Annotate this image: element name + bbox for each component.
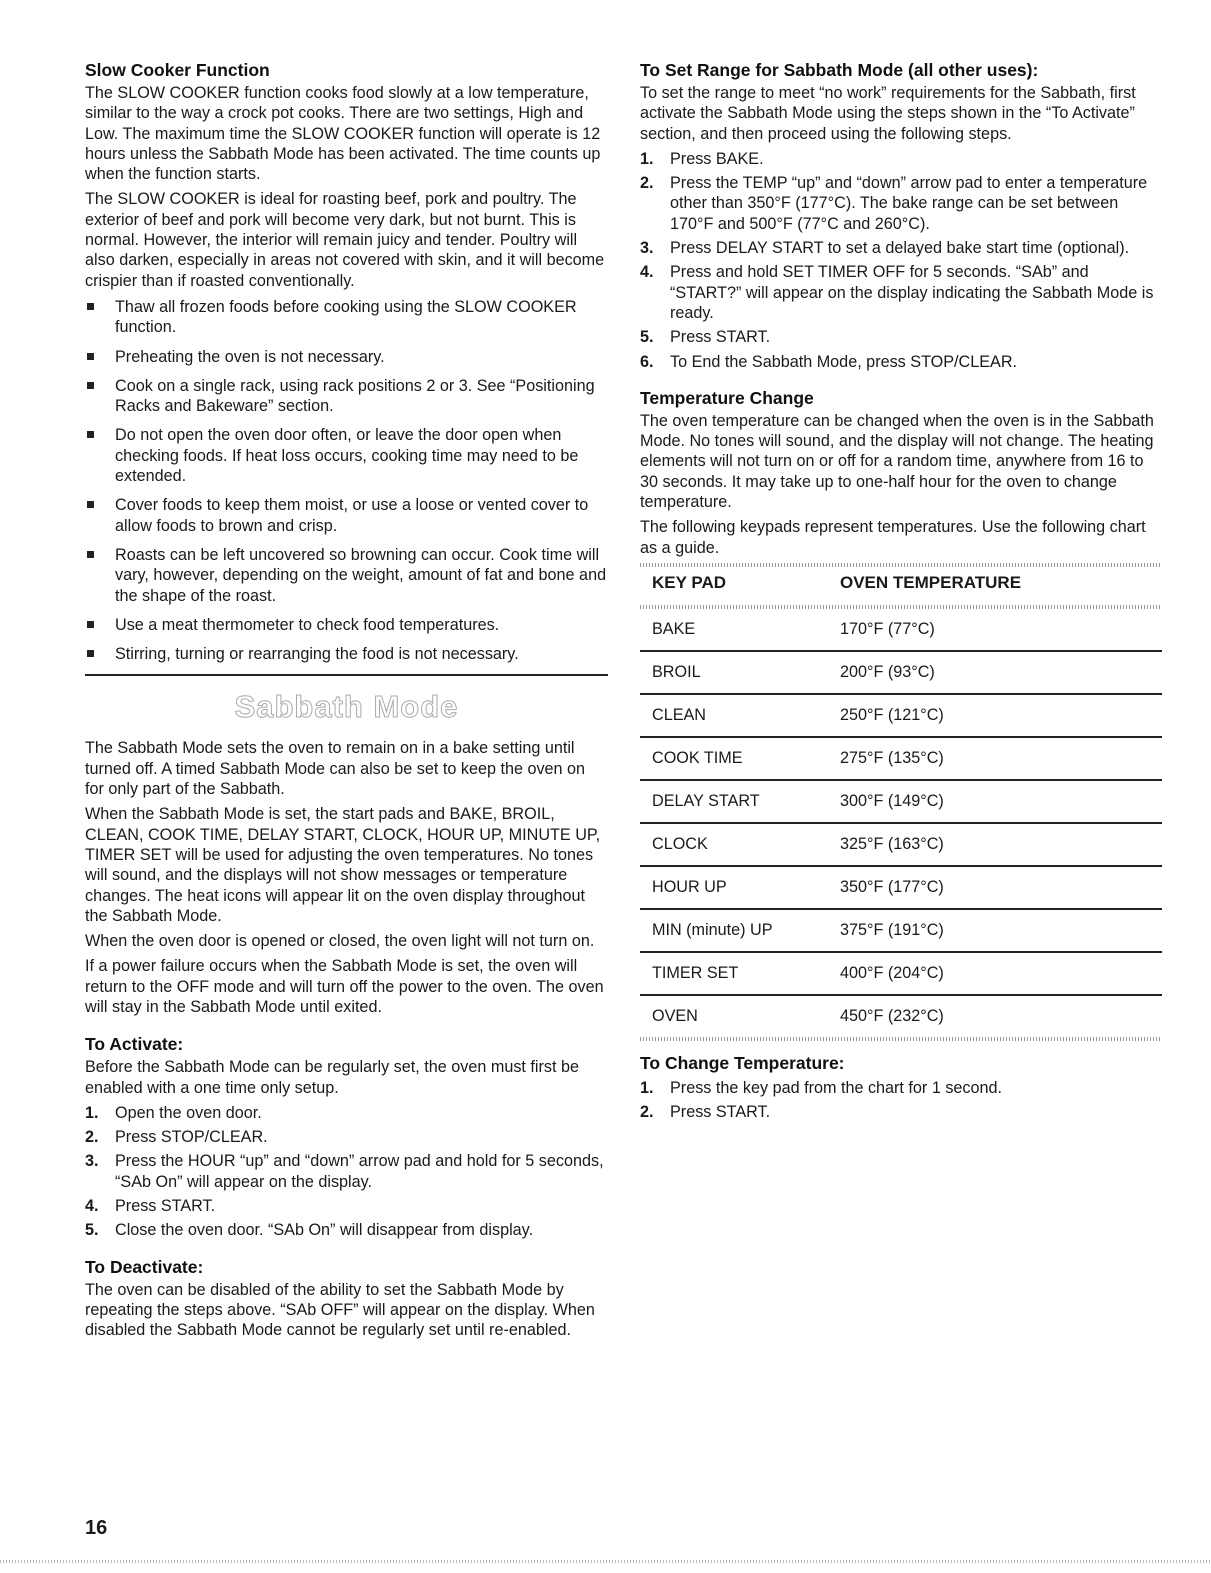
list-item [640,1102,1162,1122]
step-number: 2. [85,1128,99,1147]
temperature-cell: 275°F (135°C) [828,737,1162,780]
right-column [640,60,1162,1127]
keypad-cell: COOK TIME [640,737,828,780]
keypad-temperature-table [640,567,1162,1037]
list-item: Use a meat thermometer to check food temperatures. [85,615,608,635]
change-temperature-steps [640,1078,1162,1123]
set-range-intro: To set the range to meet “no work” requirements for the Sabbath, first activate the Sabbath Mode using the steps shown in the “To Activate” section, and then proceed using the following steps. [640,84,1136,143]
temperature-cell: 350°F (177°C) [828,866,1162,909]
table-row [640,651,1162,694]
list-item: Do not open the oven door often, or leave the door open when checking foods. If heat loss occurs, cooking time may need to be extended. [85,425,608,486]
change-temperature-heading: To Change Temperature: [640,1052,845,1073]
slow-cooker-heading: Slow Cooker Function [85,60,270,80]
column-header-keypad: KEY PAD [652,572,727,592]
temperature-cell: 300°F (149°C) [828,780,1162,823]
temperature-change-heading: Temperature Change [640,387,814,408]
step-number: 2. [640,174,654,193]
list-item [85,1127,608,1147]
table-row [640,995,1162,1037]
list-item [640,149,1162,169]
page-bottom-border [0,1560,1211,1563]
temperature-cell: 250°F (121°C) [828,694,1162,737]
deactivate-text: The oven can be disabled of the ability to set the Sabbath Mode by repeating the steps above. “SAb OFF” will appear on the display. When disabled the Sabbath Mode cannot be regularly set until re-enabled. [85,1280,595,1340]
table-row [640,952,1162,995]
step-number: 1. [640,1078,654,1097]
keypad-cell: CLOCK [640,823,828,866]
step-text: Press the key pad from the chart for 1 second. [670,1078,1003,1097]
list-item [640,327,1162,347]
activate-intro: Before the Sabbath Mode can be regularly set, the oven must first be enabled with a one time only setup. [85,1058,580,1097]
step-number: 4. [640,263,654,282]
keypad-cell: HOUR UP [640,866,828,909]
table-row [640,609,1162,651]
step-text: Press the HOUR “up” and “down” arrow pad and hold for 5 seconds, “SAb On” will appear on the display. [115,1152,604,1191]
step-number: 5. [85,1221,99,1240]
step-text: Press and hold SET TIMER OFF for 5 seconds. “SAb” and “START?” will appear on the display indicating the Sabbath Mode is ready. [670,263,1154,322]
step-text: Press START. [670,328,771,347]
list-item: Stirring, turning or rearranging the food is not necessary. [85,644,608,664]
step-number: 3. [640,239,654,258]
slow-cooker-paragraph: The SLOW COOKER function cooks food slowly at a low temperature, similar to the way a crock pot cooks. There are two settings, High and Low. The maximum time the SLOW COOKER function will operate is 12 hours unless the Sabbath Mode has been activated. The time counts up when the function starts. [85,84,601,184]
step-number: 6. [640,352,654,371]
activate-steps [85,1103,608,1241]
sabbath-paragraph: If a power failure occurs when the Sabbath Mode is set, the oven will return to the OFF mode and will turn off the power to the oven. The oven will stay in the Sabbath Mode until exited. [85,957,604,1016]
list-item: Roasts can be left uncovered so browning can occur. Cook time will vary, however, depending on the weight, amount of fat and bone and the shape of the roast. [85,545,608,606]
temperature-change-paragraph: The oven temperature can be changed when the oven is in the Sabbath Mode. No tones will sound, and the display will not change. The heating elements will not turn on or off for a random time, anywhere from 16 to 30 seconds. It may take up to one-half hour for the oven to change temperature. [640,411,1154,512]
step-text: Close the oven door. “SAb On” will disappear from display. [115,1221,534,1240]
list-item [85,1220,608,1240]
step-text: Press STOP/CLEAR. [115,1128,268,1147]
step-text: Press DELAY START to set a delayed bake start time (optional). [670,239,1130,258]
list-item [85,1196,608,1216]
set-range-heading: To Set Range for Sabbath Mode (all other uses): [640,60,1039,80]
set-range-steps [640,149,1162,372]
list-item [640,238,1162,258]
list-item: Preheating the oven is not necessary. [85,347,608,367]
sabbath-paragraph: The Sabbath Mode sets the oven to remain on in a bake setting until turned off. A timed Sabbath Mode can also be set to keep the oven on for only part of the Sabbath. [85,739,586,799]
list-item: Thaw all frozen foods before cooking using the SLOW COOKER function. [85,297,608,338]
step-text: Press BAKE. [670,149,764,168]
slow-cooker-tips [85,297,608,664]
sabbath-paragraph: When the oven door is opened or closed, the oven light will not turn on. [85,932,595,951]
temperature-cell: 170°F (77°C) [828,609,1162,651]
section-divider [85,674,608,676]
table-row [640,737,1162,780]
list-item [85,1103,608,1123]
keypad-cell: TIMER SET [640,952,828,995]
keypad-cell: MIN (minute) UP [640,909,828,952]
list-item: Cover foods to keep them moist, or use a loose or vented cover to allow foods to brown and crisp. [85,495,608,536]
step-text: Press START. [115,1197,216,1216]
step-number: 3. [85,1152,99,1171]
table-row [640,866,1162,909]
temperature-cell: 400°F (204°C) [828,952,1162,995]
keypad-cell: BAKE [640,609,828,651]
list-item [640,173,1162,234]
table-row [640,694,1162,737]
list-item [85,1151,608,1192]
page-number: 16 [85,1517,108,1539]
temperature-cell: 325°F (163°C) [828,823,1162,866]
keypad-cell: BROIL [640,651,828,694]
deactivate-heading: To Deactivate: [85,1256,204,1277]
left-column [85,60,608,1346]
step-text: Press START. [670,1103,771,1122]
temperature-cell: 450°F (232°C) [840,1007,944,1026]
keypad-cell: CLEAN [640,694,828,737]
table-header-row [640,567,1162,605]
keypad-cell: DELAY START [640,780,828,823]
step-number: 1. [85,1103,99,1122]
step-text: To End the Sabbath Mode, press STOP/CLEAR. [670,352,1018,371]
temperature-cell: 375°F (191°C) [828,909,1162,952]
activate-heading: To Activate: [85,1034,184,1055]
list-item: Cook on a single rack, using rack positions 2 or 3. See “Positioning Racks and Bakeware” section. [85,376,608,417]
slow-cooker-paragraph: The SLOW COOKER is ideal for roasting beef, pork and poultry. The exterior of beef and pork will become very dark, but not burnt. This is normal. However, the interior will remain juicy and tender. Poultry will also darken, especially in areas not covered with skin, and it will become crispier than if roasted conventionally. [85,190,605,290]
list-item [640,262,1162,323]
sabbath-mode-title: Sabbath Mode [234,689,459,725]
step-text: Press the TEMP “up” and “down” arrow pad to enter a temperature other than 350°F (177°C). The bake range can be set between 170°F and 500°F (77°C and 260°C). [670,174,1148,233]
keypad-cell: OVEN [652,1007,698,1026]
table-row [640,823,1162,866]
step-text: Open the oven door. [115,1103,262,1122]
sabbath-paragraph: When the Sabbath Mode is set, the start pads and BAKE, BROIL, CLEAN, COOK TIME, DELAY START, CLOCK, HOUR UP, MINUTE UP, TIMER SET will be used for adjusting the oven temperatures. No tones will sound, and the displays will not show messages or temperature changes. The heat icons will appear lit on the oven display throughout the Sabbath Mode. [85,805,601,925]
temperature-cell: 200°F (93°C) [828,651,1162,694]
step-number: 4. [85,1197,99,1216]
step-number: 5. [640,328,654,347]
list-item [640,1078,1162,1098]
step-number: 2. [640,1103,654,1122]
table-row [640,909,1162,952]
temperature-change-paragraph: The following keypads represent temperatures. Use the following chart as a guide. [640,518,1146,557]
table-row [640,780,1162,823]
column-header-oven-temperature: OVEN TEMPERATURE [840,572,1022,592]
step-number: 1. [640,149,654,168]
list-item [640,352,1162,372]
